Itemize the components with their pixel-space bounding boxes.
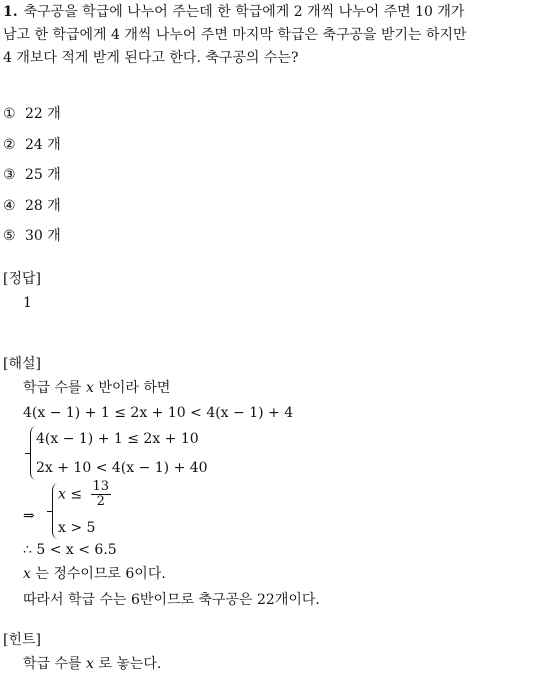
- option-1-text: 22 개: [25, 106, 61, 122]
- question-line-2: 남고 한 학급에게 4 개씩 나누어 주면 마지막 학급은 축구공을 받기는 하지만: [3, 27, 467, 43]
- hint-var-x: x: [86, 656, 94, 672]
- question-line-3: 4 개보다 적게 받게 된다고 한다. 축구공의 수는?: [3, 50, 299, 66]
- system-1-eq-a: 4(x − 1) + 1 ≤ 2x + 10: [36, 431, 199, 447]
- option-4-mark: ④: [3, 198, 16, 214]
- question-line-1: [3, 2, 464, 22]
- system-1-eq-b: 2x + 10 < 4(x − 1) + 40: [36, 460, 208, 476]
- option-3[interactable]: [3, 166, 61, 184]
- implies-arrow: ⇒: [23, 508, 35, 524]
- system-2-eq-a: [58, 480, 111, 509]
- option-4-text: 28 개: [25, 198, 61, 214]
- solution-title: [해설]: [3, 356, 41, 372]
- fraction-denominator: 2: [96, 494, 105, 509]
- option-2-mark: ②: [3, 137, 16, 153]
- option-5[interactable]: [3, 227, 61, 245]
- option-5-mark: ⑤: [3, 228, 16, 244]
- option-4[interactable]: [3, 197, 61, 215]
- hint-title: [힌트]: [3, 632, 41, 648]
- hint-line: [23, 655, 161, 673]
- system-2-eq-a-text: x ≤: [58, 486, 83, 503]
- hint-line-a: 학급 수를: [23, 656, 86, 672]
- solution-inequality: 4(x − 1) + 1 ≤ 2x + 10 < 4(x − 1) + 4: [23, 405, 294, 421]
- therefore-line: ∴ 5 < x < 6.5: [23, 542, 117, 558]
- fraction-13-over-2: [91, 480, 112, 509]
- answer-title: [정답]: [3, 271, 41, 287]
- option-2[interactable]: [3, 136, 61, 154]
- integer-line-text: 는 정수이므로 6이다.: [30, 566, 166, 582]
- option-1-mark: ①: [3, 106, 16, 122]
- question-text-1: 축구공을 학급에 나누어 주는데 한 학급에게 2 개씩 나누어 주면 10 개가: [23, 4, 465, 20]
- question-number: 1.: [3, 4, 18, 20]
- integer-line-var: x: [23, 566, 31, 582]
- solution-var-x: x: [86, 380, 94, 396]
- option-1[interactable]: [3, 105, 61, 123]
- solution-line-1-a: 학급 수를: [23, 380, 86, 396]
- integer-line: [23, 565, 166, 583]
- option-3-mark: ③: [3, 167, 16, 183]
- solution-line-1-b: 반이라 하면: [93, 380, 171, 396]
- option-2-text: 24 개: [25, 137, 61, 153]
- option-5-text: 30 개: [25, 228, 61, 244]
- conclusion-line: 따라서 학급 수는 6반이므로 축구공은 22개이다.: [23, 592, 320, 608]
- option-3-text: 25 개: [25, 167, 61, 183]
- fraction-numerator: 13: [92, 479, 110, 494]
- solution-line-1: [23, 379, 170, 397]
- system-2-eq-b: x > 5: [58, 520, 96, 536]
- answer-value: 1: [23, 295, 32, 311]
- hint-line-b: 로 놓는다.: [93, 656, 162, 672]
